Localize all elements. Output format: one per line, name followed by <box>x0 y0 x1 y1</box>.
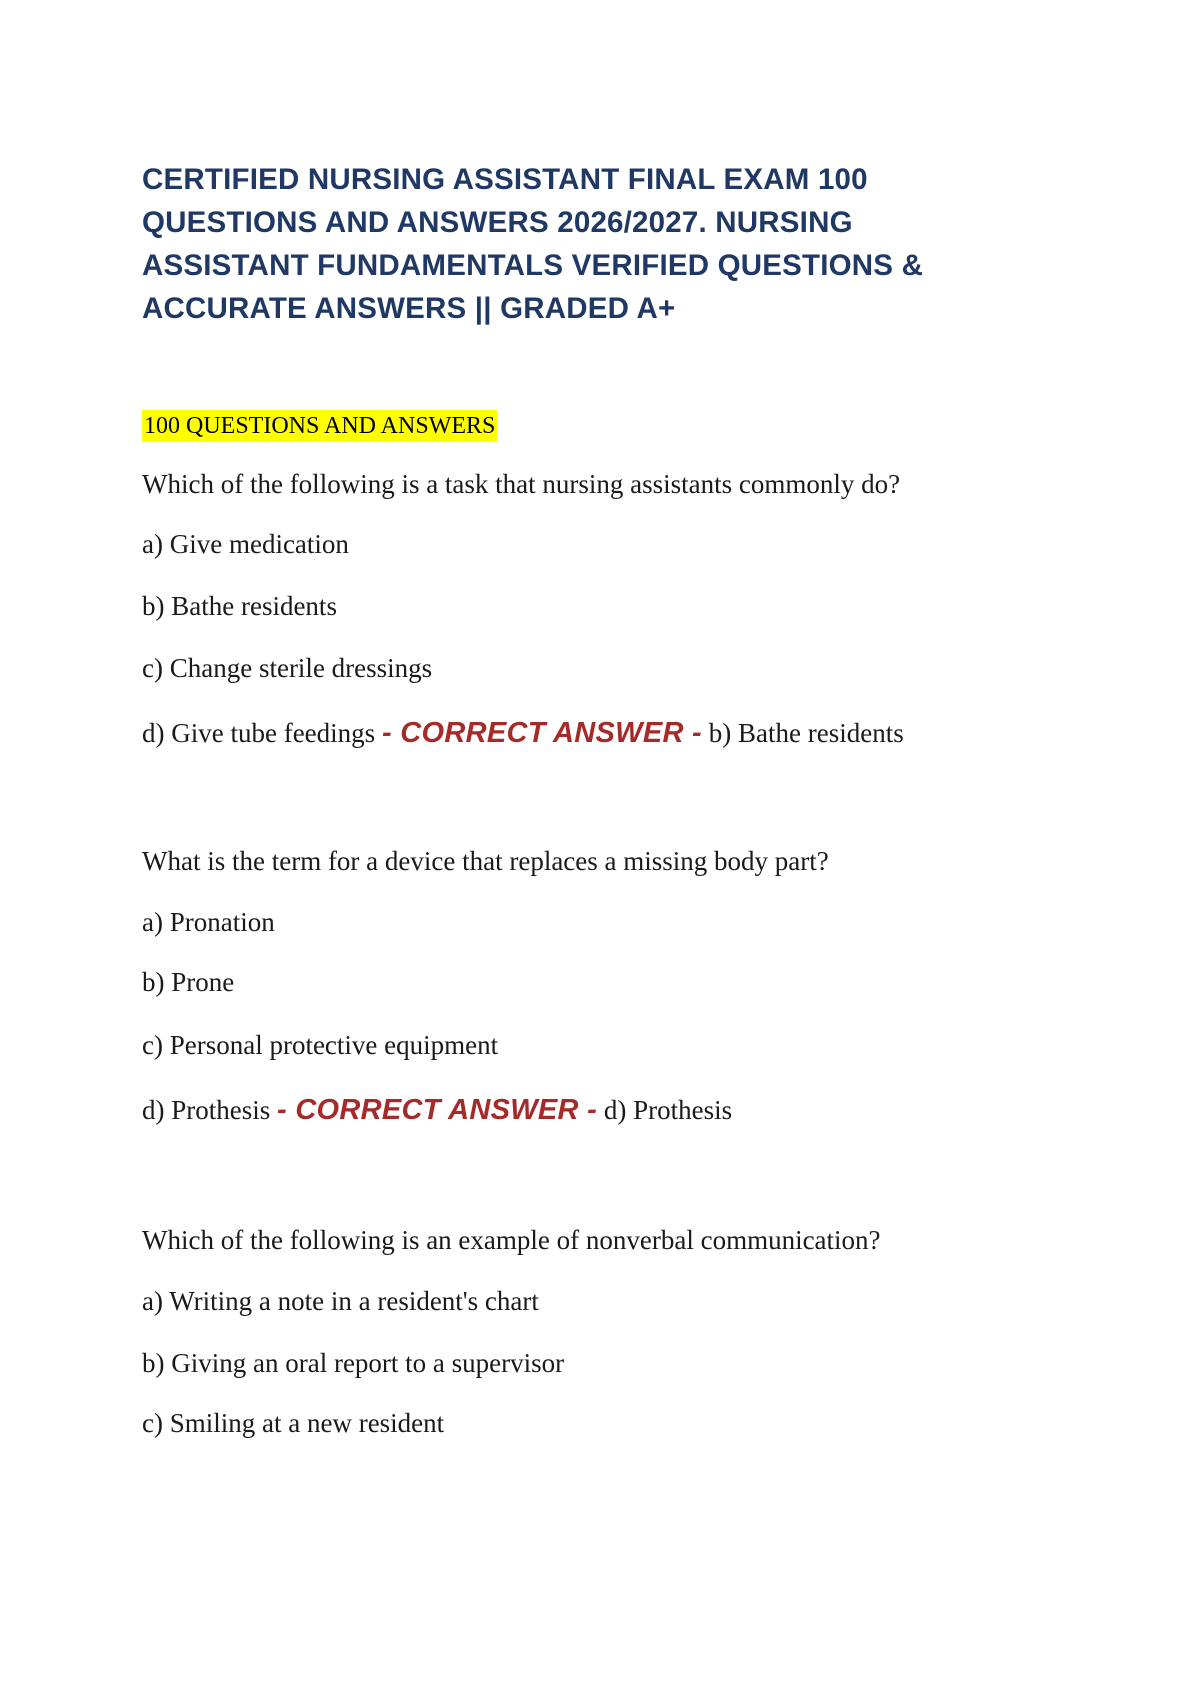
correct-answer-marker: - CORRECT ANSWER - <box>381 717 703 749</box>
answer-option-with-correct-answer <box>142 1092 732 1128</box>
correct-answer-text: d) Prothesis <box>603 1095 733 1125</box>
answer-option: b) Giving an oral report to a supervisor <box>142 1348 565 1378</box>
title-line: ACCURATE ANSWERS || GRADED A+ <box>142 292 676 325</box>
answer-option: c) Change sterile dressings <box>142 653 433 683</box>
title-line: ASSISTANT FUNDAMENTALS VERIFIED QUESTIONS & <box>142 249 924 282</box>
question-text: What is the term for a device that replaces a missing body part? <box>142 846 829 876</box>
answer-option-with-correct-answer <box>142 715 904 751</box>
answer-option: a) Writing a note in a resident's chart <box>142 1286 539 1316</box>
section-label-highlighted: 100 QUESTIONS AND ANSWERS <box>142 410 497 442</box>
question-text: Which of the following is an example of nonverbal communication? <box>142 1225 881 1255</box>
answer-option: a) Pronation <box>142 907 275 937</box>
title-line: QUESTIONS AND ANSWERS 2026/2027. NURSING <box>142 206 853 239</box>
answer-option: c) Personal protective equipment <box>142 1030 499 1060</box>
answer-option: b) Prone <box>142 967 235 997</box>
correct-answer-text: b) Bathe residents <box>708 718 904 748</box>
answer-option: a) Give medication <box>142 529 349 559</box>
answer-option: c) Smiling at a new resident <box>142 1408 445 1438</box>
option-text: d) Prothesis <box>142 1095 271 1125</box>
title-line: CERTIFIED NURSING ASSISTANT FINAL EXAM 100 <box>142 163 868 196</box>
question-text: Which of the following is a task that nursing assistants commonly do? <box>142 469 901 499</box>
option-text: d) Give tube feedings <box>142 718 376 748</box>
document-title <box>142 158 1022 330</box>
answer-option: b) Bathe residents <box>142 591 337 621</box>
correct-answer-marker: - CORRECT ANSWER - <box>277 1094 598 1126</box>
